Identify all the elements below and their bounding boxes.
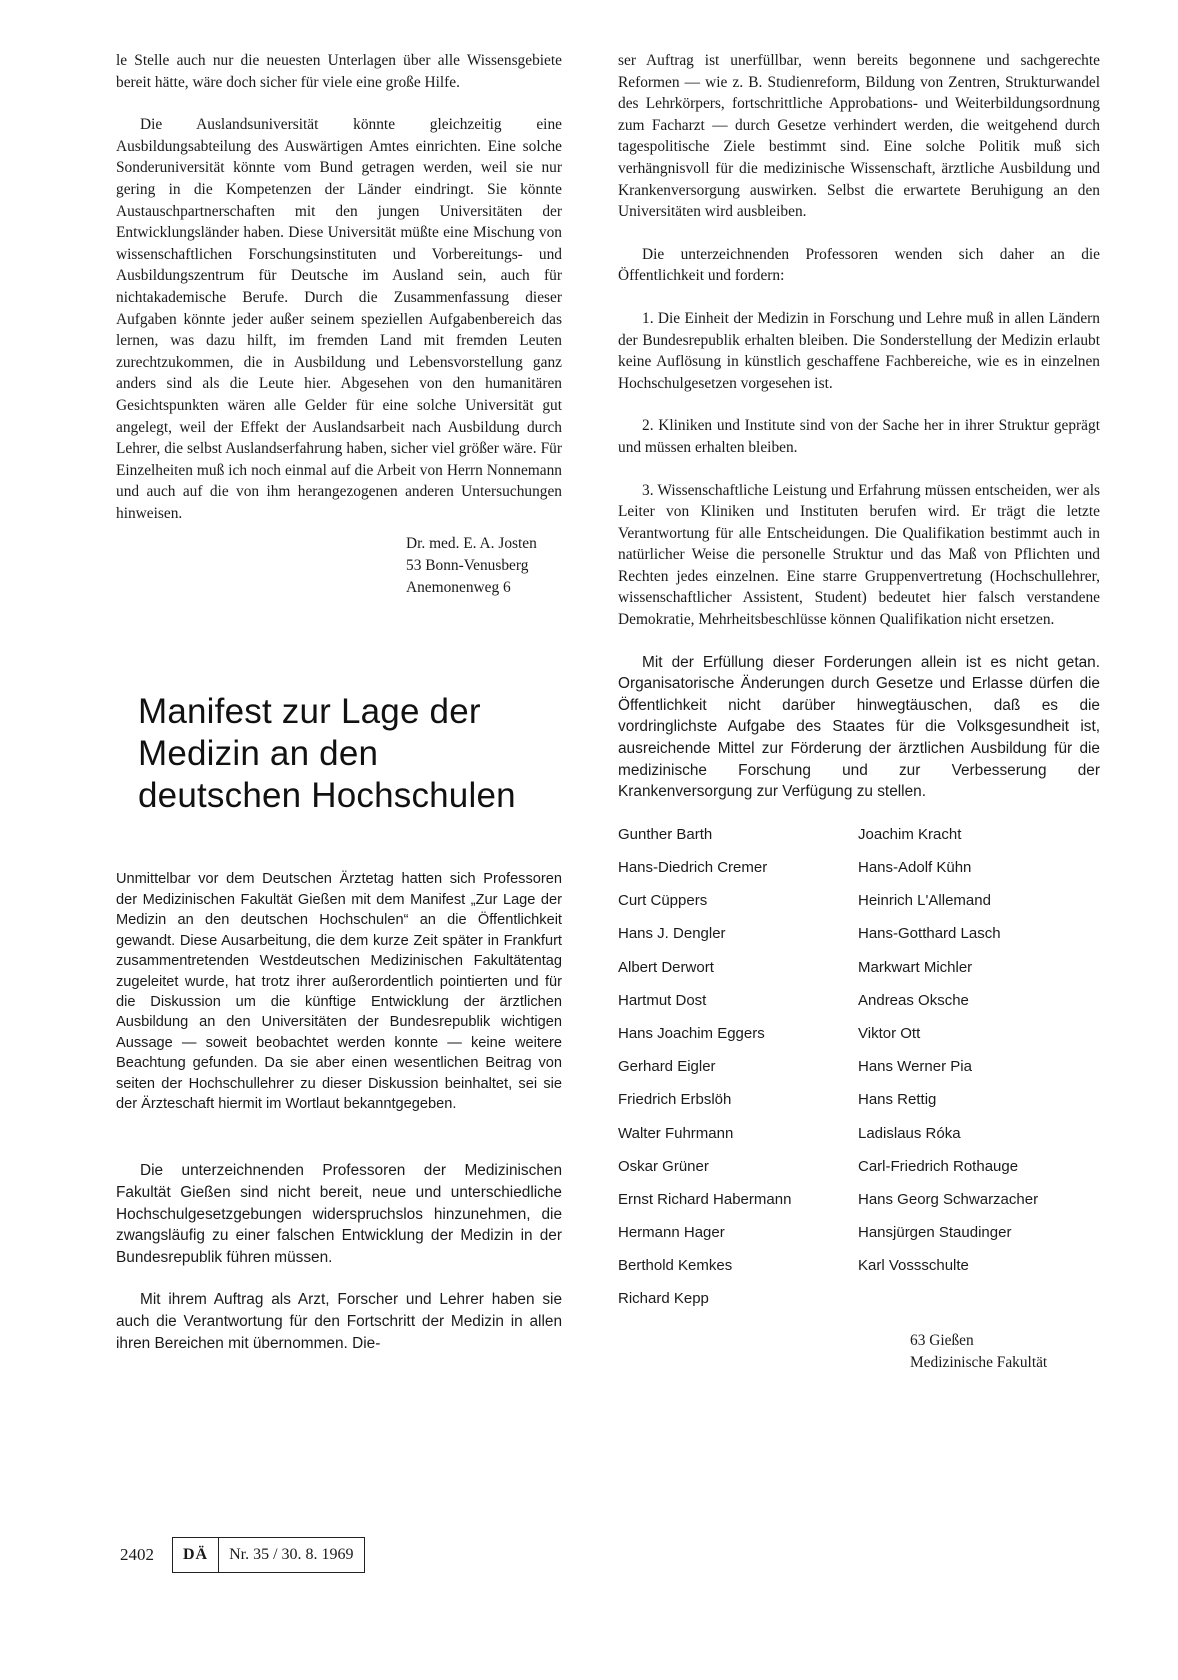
place-signature [618, 1330, 1100, 1374]
paragraph: Mit der Erfüllung dieser Forderungen allein ist es nicht getan. Organisatorische Änderungen durch Gesetze und Erlasse dürfen die Öffentlichkeit nicht darüber hinwegtäuschen, daß es die vordringlichste Aufgabe des Staates für die Volksgesundheit ist, ausreichende Mittel zur Förderung der ärztlichen Ausbildung für die medizinische Forschung und zur Verbesserung der Krankenversorgung zur Verfügung zu stellen. [618, 653, 1100, 801]
signatory-name: Hans J. Dengler [618, 925, 726, 943]
signatory-name: Hans-Gotthard Lasch [858, 925, 1001, 943]
signatory-name: Albert Derwort [618, 958, 714, 976]
signatory-name: Carl-Friedrich Rothauge [858, 1157, 1019, 1175]
signatory-name: Ladislaus Róka [858, 1124, 961, 1142]
paragraph: Mit ihrem Auftrag als Arzt, Forscher und Lehrer haben sie auch die Verantwortung für den Fortschritt der Medizin in allen ihren Bereichen mit übernommen. Die- [116, 1291, 562, 1352]
signatory-name: Friedrich Erbslöh [618, 1091, 732, 1109]
place-city: 63 Gießen [910, 1331, 974, 1349]
signatory-name: Gerhard Eigler [618, 1058, 716, 1076]
journal-logo: DÄ [173, 1538, 219, 1572]
signatories-column [858, 824, 1098, 1322]
signatories-list [618, 824, 1100, 1322]
place-faculty: Medizinische Fakultät [910, 1353, 1048, 1371]
journal-issue: Nr. 35 / 30. 8. 1969 [229, 1546, 354, 1563]
headline-line: Manifest zur Lage der [138, 692, 481, 732]
paragraph: 1. Die Einheit der Medizin in Forschung und Lehre muß in allen Ländern der Bundesrepublik erhalten bleiben. Die Sonderstellung der Medizin erlaubt keine Auflösung in künstlich geschaffene Fachbereiche, wie es in einzelnen Hochschulgesetzen vorgesehen ist. [618, 309, 1100, 392]
signatory-name: Hans Joachim Eggers [618, 1024, 765, 1042]
signatory-name: Karl Vossschulte [858, 1257, 969, 1275]
page-footer [120, 1537, 365, 1573]
signature-name: Dr. med. E. A. Josten [406, 535, 537, 553]
headline-line: Medizin an den [138, 734, 379, 774]
signatory-name: Hermann Hager [618, 1224, 725, 1242]
page-number: 2402 [120, 1545, 154, 1564]
signatory-name: Richard Kepp [618, 1290, 709, 1308]
signatory-name: Joachim Kracht [858, 825, 962, 843]
signatory-name: Walter Fuhrmann [618, 1124, 734, 1142]
paragraph: Die unterzeichnenden Professoren wenden sich daher an die Öffentlichkeit und fordern: [618, 245, 1100, 285]
signatory-name: Hans Georg Schwarzacher [858, 1190, 1039, 1208]
signature-street: Anemonenweg 6 [406, 579, 511, 597]
signatory-name: Hans-Adolf Kühn [858, 859, 972, 876]
paragraph: Die Auslandsuniversität könnte gleichzeitig eine Ausbildungsabteilung des Auswärtigen Amtes einrichten. Eine solche Sonderuniversität könnte vom Bund getragen werden, weil sie nur gering in die Kompetenzen der Länder eindringt. Sie könnte Austauschpartnerschaften mit den jungen Universitäten der Entwicklungsländer haben. Diese Universität müßte eine Mischung von wissenschaftlichen Forschungsinstituten und Vorbereitungs- und Ausbildungszentrum für Deutsche im Ausland sein, auch für nichtakademische Berufe. Durch die Zusammenfassung dieser Aufgaben könnte jeder außer seinem speziellen Aufgabenbereich das lernen, was dazu hilft, im fremden Land mit fremden Leuten zurechtzukommen, die in Ausbildung und Lebensvorstellung ganz anders sind als die Leute hier. Abgesehen von den humanitären Gesichtspunkten wären alle Gelder für eine solche Universität gut angelegt, weil der Effekt der Auslandsarbeit nach Ausbildung durch Lehrer, die selbst Auslandserfahrung haben, sicher viel größer wäre. Für Einzelheiten muß ich noch einmal auf die Arbeit von Herrn Nonnemann und auch auf die von ihm herangezogenen anderen Untersuchungen hinweisen. [116, 116, 562, 522]
letter-signature [116, 533, 562, 599]
signatory-name: Oskar Grüner [618, 1157, 709, 1175]
signatory-name: Hans Werner Pia [858, 1058, 972, 1076]
paragraph: 2. Kliniken und Institute sind von der Sache her in ihrer Struktur geprägt und müssen erhalten bleiben. [618, 417, 1100, 456]
signatory-name: Hans Rettig [858, 1091, 937, 1109]
signatory-name: Berthold Kemkes [618, 1257, 733, 1275]
signatories-column [618, 824, 858, 1322]
signatory-name: Andreas Oksche [858, 991, 969, 1009]
paragraph: 3. Wissenschaftliche Leistung und Erfahrung müssen entscheiden, wer als Leiter von Kliniken und Instituten berufen wird. Er trägt die letzte Verantwortung für alle Entscheidungen. Die Qualifikation bestimmt auch in natürlicher Weise die personelle Struktur und das Maß von Pflichten und Rechten jedes einzelnen. Eine starre Gruppenvertretung (Hochschullehrer, wissenschaftlicher Assistent, Student) bedeutet hier falsch verstandene Demokratie, Mehrheitsbeschlüsse können Qualifikation nicht ersetzen. [618, 481, 1100, 629]
signatory-name: Ernst Richard Habermann [618, 1190, 792, 1208]
signatory-name: Hans-Diedrich Cremer [618, 859, 768, 876]
article-headline [138, 691, 562, 817]
paragraph: le Stelle auch nur die neuesten Unterlagen über alle Wissensgebiete bereit hätte, wäre doch sicher für viele eine große Hilfe. [116, 52, 562, 91]
signatory-name: Hartmut Dost [618, 991, 707, 1009]
signatory-name: Markwart Michler [858, 958, 973, 976]
signatory-name: Gunther Barth [618, 825, 713, 843]
right-column [618, 50, 1100, 1374]
paragraph: Die unterzeichnenden Professoren der Medizinischen Fakultät Gießen sind nicht bereit, neue und unterschiedliche Hochschulgesetzgebungen widerspruchslos hinzunehmen, die zwangsläufig zu einer falschen Entwicklung der Medizin in der Bundesrepublik führen müssen. [116, 1162, 562, 1266]
article-intro: Unmittelbar vor dem Deutschen Ärztetag hatten sich Professoren der Medizinischen Fakultät Gießen mit dem Manifest „Zur Lage der Medizin an den deutschen Hochschulen“ an die Öffentlichkeit gewandt. Diese Ausarbeitung, die dem kurze Zeit später in Frankfurt zusammentretenden Westdeutschen Medizinischen Fakultätentag zugeleitet wurde, hat trotz ihrer außerordentlich pointierten und für die Diskussion um die künftige Entwicklung der ärztlichen Ausbildung an den Universitäten der Bundesrepublik wichtigen Aussage — soweit beobachtet werden konnte — keine weitere Beachtung gefunden. Da sie aber einen wesentlichen Beitrag von seiten der Hochschullehrer zu dieser Diskussion beinhaltet, sei sie der Ärzteschaft hiermit im Wortlaut bekanntgegeben. [116, 871, 562, 1112]
signatory-name: Heinrich L'Allemand [858, 892, 991, 910]
signatory-name: Hansjürgen Staudinger [858, 1224, 1012, 1242]
journal-box [172, 1537, 365, 1573]
paragraph: ser Auftrag ist unerfüllbar, wenn bereits begonnene und sachgerechte Reformen — wie z. B. Studienreform, Bildung von Zentren, Strukturwandel des Lehrkörpers, fortschrittliche Approbations- und Weiterbildungsordnung zum Facharzt — durch Gesetze verhindert werden, die weitgehend durch tagespolitische Ziele bestimmt sind. Eine solche Politik muß sich verhängnisvoll für die medizinische Wissenschaft, ärztliche Ausbildung und Krankenversorgung auswirken. Selbst die erwartete Beruhigung an den Universitäten wird ausbleiben. [618, 52, 1100, 221]
signatory-name: Curt Cüppers [618, 892, 708, 910]
headline-line: deutschen Hochschulen [138, 776, 516, 816]
signature-city: 53 Bonn-Venusberg [406, 557, 529, 575]
left-column [116, 50, 562, 1375]
signatory-name: Viktor Ott [858, 1024, 921, 1042]
